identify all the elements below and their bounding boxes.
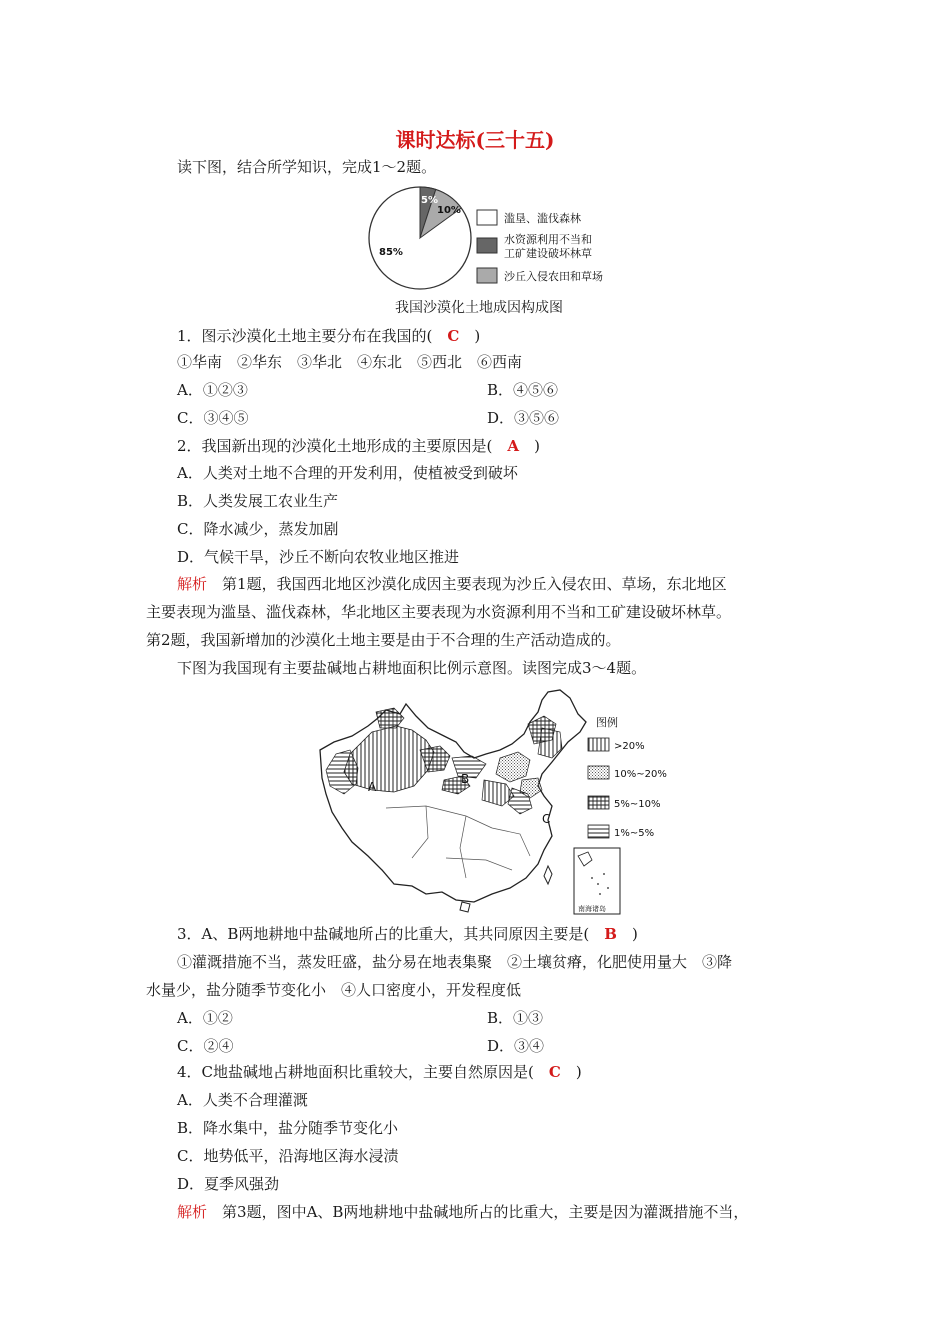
q2-option-d: D．气候干旱，沙丘不断向农牧业地区推进 bbox=[177, 548, 460, 566]
pie-caption: 我国沙漠化土地成因构成图 bbox=[395, 300, 563, 316]
q2-option-a: A．人类对土地不合理的开发利用，使植被受到破坏 bbox=[177, 464, 518, 482]
explanation-label: 解析 bbox=[177, 575, 208, 593]
q3-items-line2: 水量少，盐分随季节变化小 ④人口密度小，开发程度低 bbox=[146, 981, 522, 999]
q1-answer: C bbox=[447, 327, 460, 345]
legend-swatch-dark bbox=[477, 238, 497, 253]
explanation-1-line1: 解析 第1题，我国西北地区沙漠化成因主要表现为沙丘入侵农田、草场，东北地区 bbox=[177, 575, 727, 593]
q4-option-c: C．地势低平，沿海地区海水浸渍 bbox=[177, 1147, 399, 1165]
legend-swatch-white bbox=[477, 210, 497, 225]
q2-answer: A bbox=[507, 437, 520, 455]
legend-label-1: 滥垦、滥伐森林 bbox=[504, 212, 581, 225]
q2-option-c: C．降水减少，蒸发加剧 bbox=[177, 520, 339, 538]
q1-option-b: B．④⑤⑥ bbox=[487, 381, 559, 399]
legend-label-3: 沙丘入侵农田和草场 bbox=[504, 270, 603, 283]
q3-option-b: B．①③ bbox=[487, 1009, 544, 1027]
q1-option-d: D．③⑤⑥ bbox=[487, 409, 560, 427]
legend-swatch-vertical bbox=[588, 738, 609, 751]
map-label-b: B bbox=[461, 772, 470, 786]
island-hainan bbox=[460, 902, 470, 912]
map-legend-2: 10%~20% bbox=[614, 769, 667, 780]
legend-label-2a: 水资源利用不当和 bbox=[504, 233, 592, 246]
legend-label-2b: 工矿建设破坏林草 bbox=[504, 247, 592, 260]
map-legend-4: 1%~5% bbox=[614, 828, 655, 839]
legend-swatch-grey bbox=[477, 268, 497, 283]
explanation-2-line1: 解析 第3题，图中A、B两地耕地中盐碱地所占的比重大，主要是因为灌溉措施不当， bbox=[177, 1203, 749, 1221]
q3-option-a: A．①② bbox=[177, 1009, 233, 1027]
legend-swatch-horizontal bbox=[588, 825, 609, 838]
legend-swatch-grid bbox=[588, 796, 609, 809]
q2-stem: 2．我国新出现的沙漠化土地形成的主要原因是( A ) bbox=[177, 437, 540, 455]
map-legend-3: 5%~10% bbox=[614, 799, 661, 810]
map-legend-1: >20% bbox=[614, 741, 645, 752]
explanation-label-2: 解析 bbox=[177, 1203, 208, 1221]
q3-stem: 3．A、B两地耕地中盐碱地所占的比重大，其共同原因主要是( B ) bbox=[177, 925, 638, 943]
q4-option-a: A．人类不合理灌溉 bbox=[177, 1091, 308, 1109]
china-saline-map bbox=[316, 688, 676, 918]
q4-stem: 4．C地盐碱地占耕地面积比重较大，主要自然原因是( C ) bbox=[177, 1063, 582, 1081]
q1-option-a: A．①②③ bbox=[177, 381, 248, 399]
q3-answer: B bbox=[604, 925, 617, 943]
intro-1-2: 读下图，结合所学知识，完成1～2题。 bbox=[177, 158, 437, 176]
pie-chart bbox=[366, 184, 626, 292]
map-label-a: A bbox=[368, 780, 377, 794]
q3-option-d: D．③④ bbox=[487, 1037, 545, 1055]
q4-answer: C bbox=[548, 1063, 561, 1081]
q4-option-d: D．夏季风强劲 bbox=[177, 1175, 280, 1193]
q3-option-c: C．②④ bbox=[177, 1037, 234, 1055]
island-taiwan bbox=[544, 866, 552, 884]
map-label-c: C bbox=[542, 812, 551, 826]
pie-label-85: 85% bbox=[379, 247, 403, 258]
map-legend-title: 图例 bbox=[596, 716, 618, 729]
pie-label-10: 10% bbox=[437, 205, 461, 216]
q1-option-c: C．③④⑤ bbox=[177, 409, 249, 427]
explanation-1-line2: 主要表现为滥垦、滥伐森林，华北地区主要表现为水资源利用不当和工矿建设破坏林草。 bbox=[146, 603, 732, 621]
pie-label-5: 5% bbox=[421, 195, 438, 206]
q1-stem: 1．图示沙漠化土地主要分布在我国的( C ) bbox=[177, 327, 481, 345]
inset-caption: 南海诸岛 bbox=[578, 905, 606, 913]
legend-swatch-dotted bbox=[588, 766, 609, 779]
intro-3-4: 下图为我国现有主要盐碱地占耕地面积比例示意图。读图完成3～4题。 bbox=[177, 659, 647, 677]
q4-option-b: B．降水集中，盐分随季节变化小 bbox=[177, 1119, 399, 1137]
q1-items: ①华南 ②华东 ③华北 ④东北 ⑤西北 ⑥西南 bbox=[177, 353, 523, 371]
page-title: 课时达标(三十五) bbox=[395, 128, 555, 152]
q3-items-line1: ①灌溉措施不当，蒸发旺盛，盐分易在地表集聚 ②土壤贫瘠，化肥使用量大 ③降 bbox=[177, 953, 733, 971]
q2-option-b: B．人类发展工农业生产 bbox=[177, 492, 339, 510]
explanation-1-line3: 第2题，我国新增加的沙漠化土地主要是由于不合理的生产活动造成的。 bbox=[146, 631, 621, 649]
